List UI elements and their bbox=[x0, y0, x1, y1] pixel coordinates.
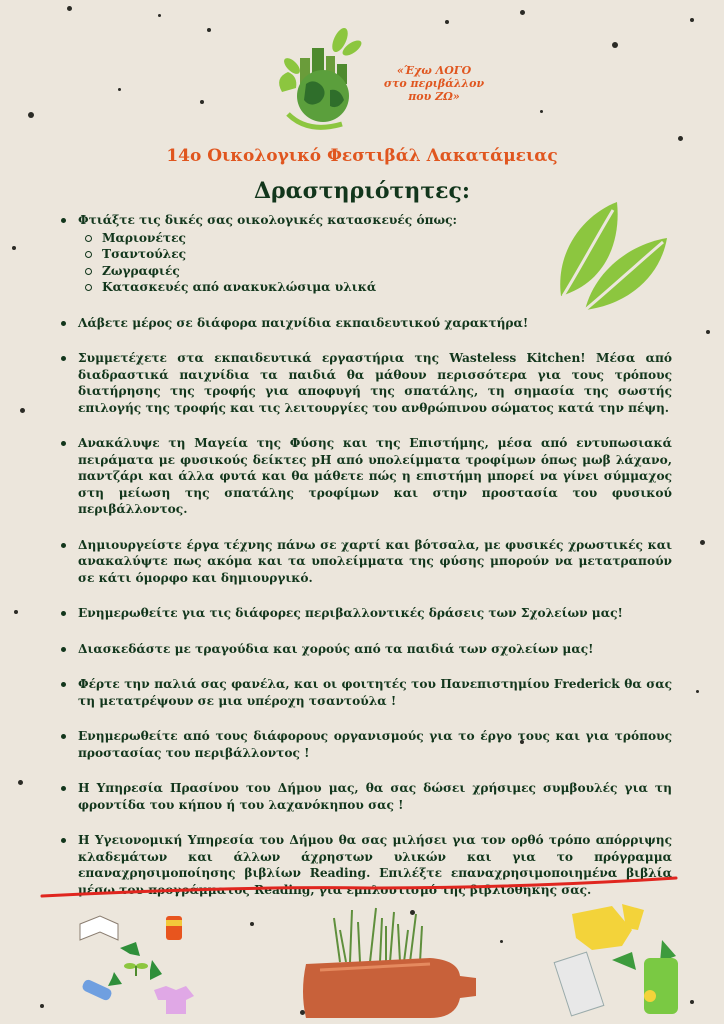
list-item: Η Υγειονομική Υπηρεσία του Δήμου θα σας μιλήσει για τον ορθό τρόπο απόρριψης κλαδεμάτων και άλλων άχρηστων υλικών και για το πρόγραμμα επαναχρησιμοποίησης βιβλίων Reading. Επιλέξτε επαναχρησιμοποιημένα βιβλία μέσω του προγράμματος Reading, για εμπλουτισμό της βιβλιοθήκης σας. bbox=[58, 832, 672, 898]
festival-logo bbox=[248, 18, 398, 138]
list-item: Φέρτε την παλιά σας φανέλα, και οι φοιτητές του Πανεπιστημίου Frederick θα σας τη μετατρέψουν σε μια υπέροχη τσαντούλα ! bbox=[58, 676, 672, 709]
sub-list-item: Ζωγραφιές bbox=[82, 263, 672, 280]
sprout-icon bbox=[124, 963, 148, 976]
list-item-text: Φτιάξτε τις δικές σας οικολογικές κατασκευές όπως: bbox=[78, 213, 458, 227]
sub-list-item: Μαριονέτες bbox=[82, 230, 672, 247]
festival-title: 14ο Οικολογικό Φεστιβάλ Λακατάμειας bbox=[166, 146, 558, 166]
crushed-bottle-icon bbox=[572, 904, 644, 950]
recycled-containers-illustration bbox=[552, 900, 712, 1024]
list-item: Δημιουργείστε έργα τέχνης πάνω σε χαρτί και βότσαλα, με φυσικές χρωστικές και ανακαλύψτε πως ακόμα και τα υπολείμματα της φύσης μπορούν να μετατραπούν σε κάτι όμορφο και δημιουργικό. bbox=[58, 537, 672, 587]
recycling-illustration bbox=[70, 910, 210, 1020]
recycle-symbol-icon bbox=[108, 942, 162, 986]
tshirt-icon bbox=[154, 986, 194, 1014]
can-icon bbox=[644, 958, 678, 1014]
sub-list-item: Κατασκευές από ανακυκλώσιμα υλικά bbox=[82, 279, 672, 296]
bottle-planter-illustration bbox=[300, 900, 480, 1024]
cut-bottle-icon bbox=[303, 958, 476, 1018]
list-item: Ενημερωθείτε από τους διάφορους οργανισμούς για το έργο τους και για τρόπους προστασίας του περιβάλλοντος ! bbox=[58, 728, 672, 761]
carton-icon bbox=[554, 952, 604, 1016]
slogan-line: που ΖΩ» bbox=[408, 90, 460, 103]
activities-heading: Δραστηριότητες: bbox=[253, 178, 471, 204]
list-item: Η Υπηρεσία Πρασίνου του Δήμου μας, θα σας δώσει χρήσιμες συμβουλές για τη φροντίδα του κήπου ή του λαχανόκηπου σας ! bbox=[58, 780, 672, 813]
bottle-icon bbox=[81, 978, 113, 1002]
globe-icon bbox=[297, 70, 349, 122]
red-underline-divider bbox=[40, 872, 680, 902]
sub-list-item: Τσαντούλες bbox=[82, 246, 672, 263]
activities-list bbox=[58, 212, 672, 898]
list-item: Διασκεδάστε με τραγούδια και χορούς από τα παιδιά των σχολείων μας! bbox=[58, 641, 672, 658]
festival-slogan bbox=[382, 64, 486, 103]
slogan-line: «Έχω ΛΟΓΟ bbox=[396, 64, 472, 77]
list-item: Λάβετε μέρος σε διάφορα παιχνίδια εκπαιδευτικού χαρακτήρα! bbox=[58, 315, 548, 332]
sub-list bbox=[58, 230, 672, 296]
list-item: Συμμετέχετε στα εκπαιδευτικά εργαστήρια της Wasteless Kitchen! Μέσα από διαδραστικά παιχνίδια τα παιδιά θα μάθουν περισσότερα για τους τρόπους διατήρησης της τροφής για αποφυγή της σπατάλης, τη σημασία της σωστής επιλογής της τροφής και τις λειτουργίες του ανθρώπινου σώματος κατά την πέψη. bbox=[58, 350, 672, 416]
list-item bbox=[58, 212, 548, 229]
can-icon bbox=[166, 916, 182, 940]
slogan-line: στο περιβάλλον bbox=[383, 77, 485, 90]
book-icon bbox=[80, 916, 118, 940]
list-item: Ανακάλυψε τη Μαγεία της Φύσης και της Επιστήμης, μέσα από εντυπωσιακά πειράματα με φυσικούς δείκτες pH από υπολείμματα τροφίμων όπως μωβ λάχανο, παντζάρι και άλλα φυτά και θα μάθετε πώς η επιστήμη μπορεί να γίνει σύμμαχος στη μείωση της σπατάλης τροφίμων και στην προστασία του φυσικού περιβάλλοντος. bbox=[58, 435, 672, 518]
list-item: Ενημερωθείτε για τις διάφορες περιβαλλοντικές δράσεις των Σχολείων μας! bbox=[58, 605, 672, 622]
grass-icon bbox=[334, 908, 422, 962]
